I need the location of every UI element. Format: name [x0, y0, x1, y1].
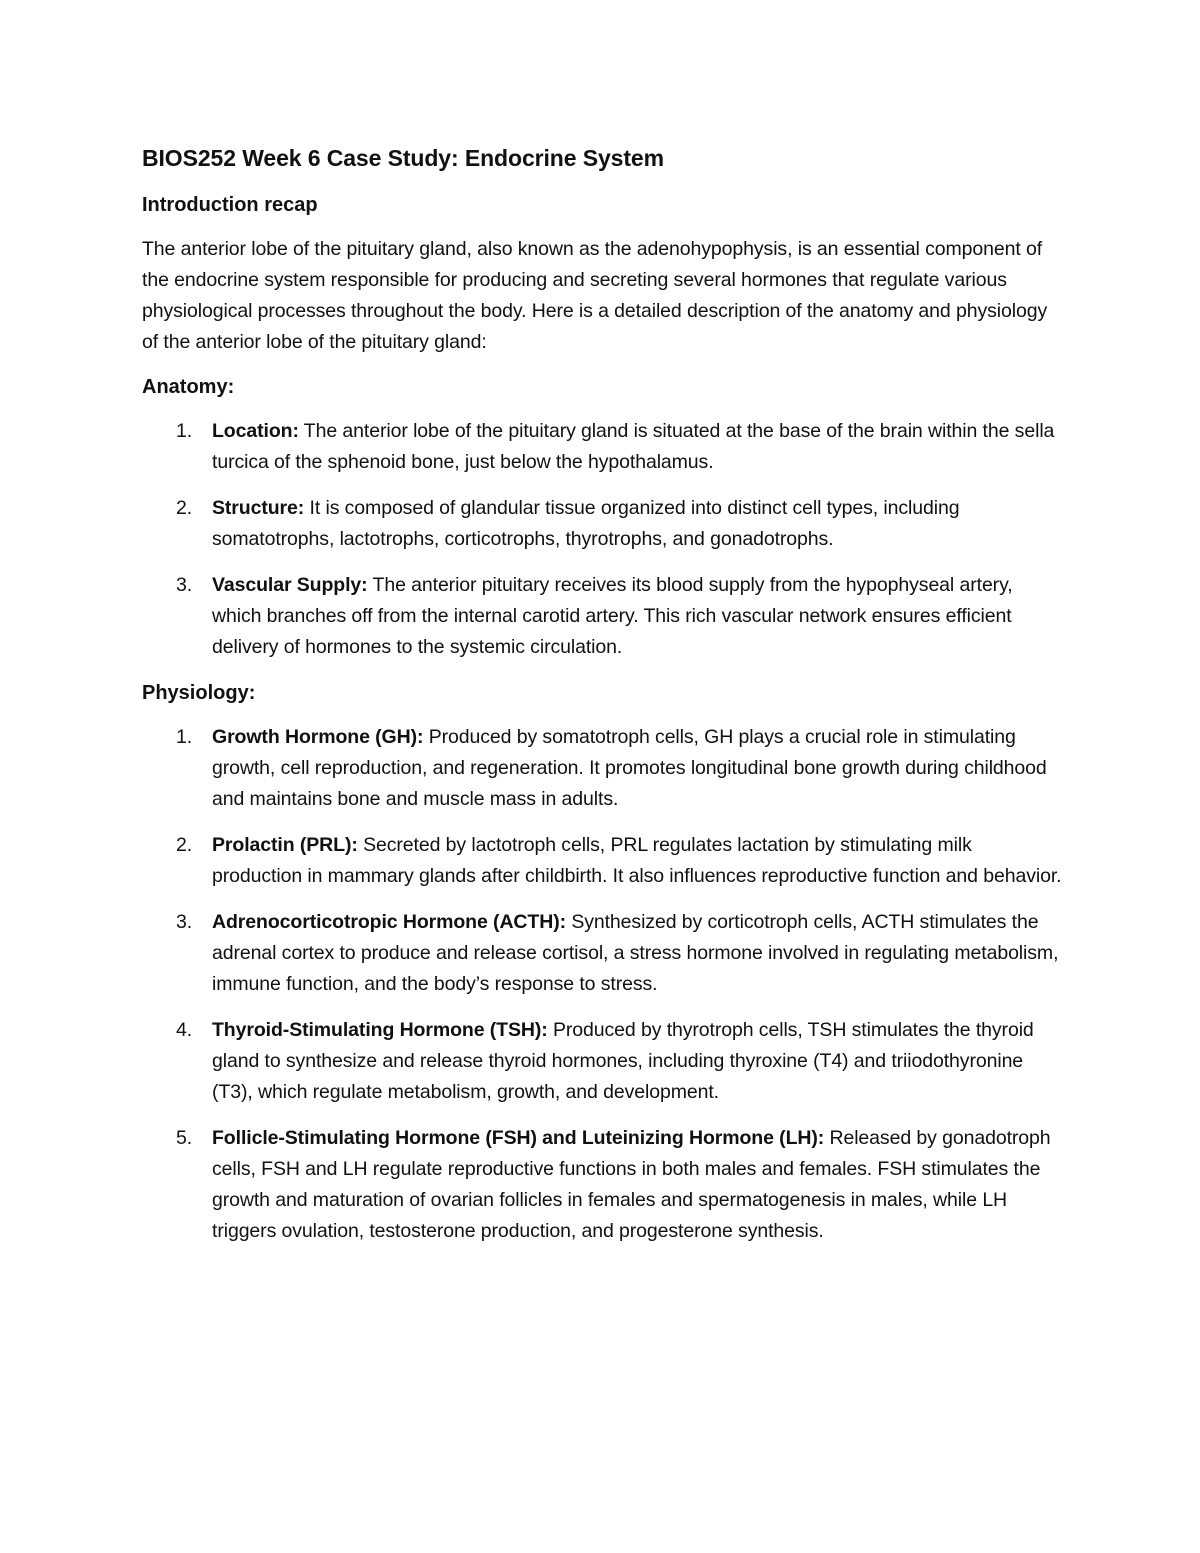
list-item [142, 416, 1067, 478]
list-text: The anterior pituitary receives its blood supply from the hypophyseal artery, which branches off from the internal carotid artery. This rich vascular network ensures efficient delivery of hormones to the systemic circulation. [212, 574, 1013, 658]
list-text: Synthesized by corticotroph cells, ACTH stimulates the adrenal cortex to produce and release cortisol, a stress hormone involved in regulating metabolism, immune function, and the body’s response to stress. [212, 911, 1059, 995]
list-item [142, 1015, 1067, 1108]
list-term: Adrenocorticotropic Hormone (ACTH): [212, 911, 566, 933]
list-term: Vascular Supply: [212, 574, 368, 596]
list-number: 3. [176, 574, 193, 596]
list-item [142, 830, 1067, 892]
list-number: 1. [176, 420, 193, 442]
anatomy-list [142, 416, 1067, 663]
list-item [142, 493, 1067, 555]
list-item [142, 570, 1067, 663]
list-number: 3. [176, 911, 193, 933]
list-item [142, 722, 1067, 815]
list-number: 2. [176, 834, 193, 856]
list-item [142, 907, 1067, 1000]
list-term: Location: [212, 420, 299, 442]
physiology-list [142, 722, 1067, 1247]
list-text: Released by gonadotroph cells, FSH and LH regulate reproductive functions in both males and females. FSH stimulates the growth and maturation of ovarian follicles in females and spermatogenesis in males, while LH triggers ovulation, testosterone production, and progesterone synthesis. [212, 1127, 1051, 1242]
list-term: Structure: [212, 497, 305, 519]
document-title: BIOS252 Week 6 Case Study: Endocrine System [142, 145, 664, 171]
list-text: Secreted by lactotroph cells, PRL regulates lactation by stimulating milk production in mammary glands after childbirth. It also influences reproductive function and behavior. [212, 834, 1062, 887]
list-text: The anterior lobe of the pituitary gland is situated at the base of the brain within the sella turcica of the sphenoid bone, just below the hypothalamus. [212, 420, 1055, 473]
list-number: 4. [176, 1019, 193, 1041]
list-text: It is composed of glandular tissue organized into distinct cell types, including somatotrophs, lactotrophs, corticotrophs, thyrotrophs, and gonadotrophs. [212, 497, 960, 550]
list-term: Prolactin (PRL): [212, 834, 358, 856]
intro-paragraph: The anterior lobe of the pituitary gland, also known as the adenohypophysis, is an essential component of the endocrine system responsible for producing and secreting several hormones that regulate various physiological processes throughout the body. Here is a detailed description of the anatomy and physiology of the anterior lobe of the pituitary gland: [142, 238, 1048, 353]
list-number: 5. [176, 1127, 193, 1149]
list-number: 1. [176, 726, 193, 748]
list-text: Produced by somatotroph cells, GH plays a crucial role in stimulating growth, cell reproduction, and regeneration. It promotes longitudinal bone growth during childhood and maintains bone and muscle mass in adults. [212, 726, 1047, 810]
list-number: 2. [176, 497, 193, 519]
list-term: Growth Hormone (GH): [212, 726, 424, 748]
document-page [142, 140, 1067, 1262]
physiology-heading: Physiology: [142, 682, 256, 704]
list-term: Thyroid-Stimulating Hormone (TSH): [212, 1019, 548, 1041]
list-term: Follicle-Stimulating Hormone (FSH) and Luteinizing Hormone (LH): [212, 1127, 825, 1149]
anatomy-heading: Anatomy: [142, 376, 235, 398]
intro-heading: Introduction recap [142, 194, 318, 216]
list-text: Produced by thyrotroph cells, TSH stimulates the thyroid gland to synthesize and release thyroid hormones, including thyroxine (T4) and triiodothyronine (T3), which regulate metabolism, growth, and development. [212, 1019, 1034, 1103]
list-item [142, 1123, 1067, 1247]
